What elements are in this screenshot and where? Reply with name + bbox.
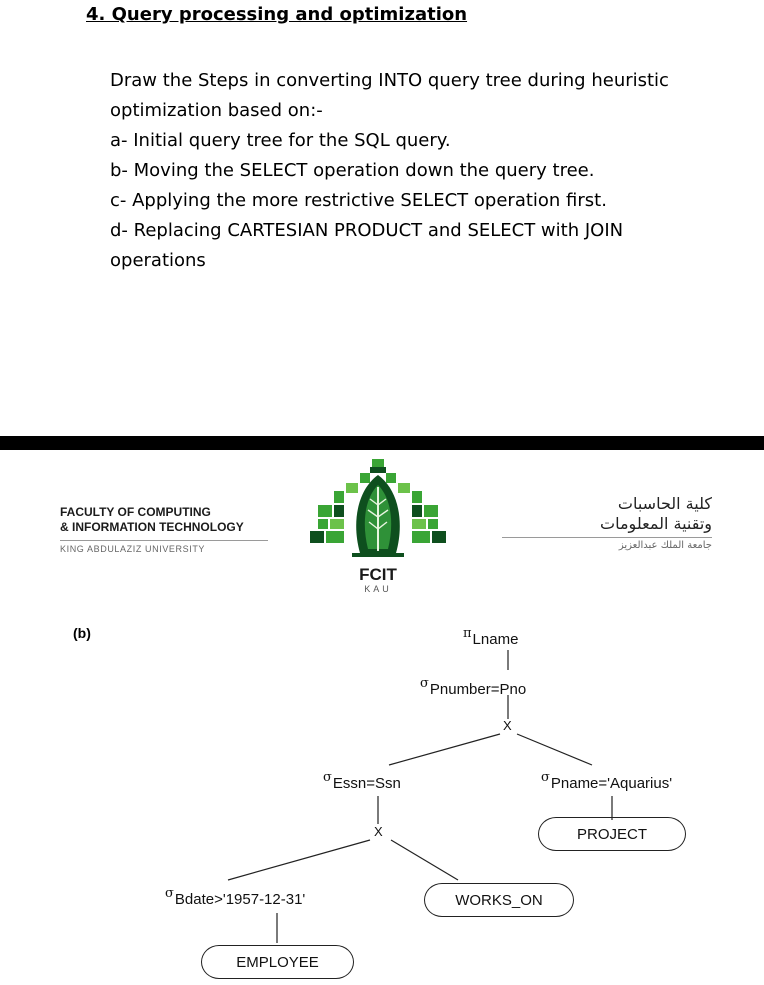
item-d-line-2: operations <box>110 250 206 271</box>
item-a: a- Initial query tree for the SQL query. <box>110 130 451 151</box>
select-essn-cond: Essn=Ssn <box>332 775 401 792</box>
faculty-en-line-2: & INFORMATION TECHNOLOGY <box>60 520 244 534</box>
university-en: KING ABDULAZIZ UNIVERSITY <box>60 544 206 554</box>
question-heading: 4. Query processing and optimization <box>86 4 468 25</box>
item-b: b- Moving the SELECT operation down the query tree. <box>110 160 595 181</box>
select-pname-node <box>541 770 672 792</box>
select-join-cond: Pnumber=Pno <box>429 681 527 698</box>
faculty-ar-line-1: كلية الحاسبات <box>617 494 712 513</box>
sigma-icon: σ <box>420 676 429 691</box>
cross-product-mid: X <box>374 824 383 839</box>
logo-title: FCIT <box>359 565 397 584</box>
cross-product-top: X <box>503 718 512 733</box>
project-attr: Lname <box>472 631 519 648</box>
intro-line-1: Draw the Steps in converting INTO query tree during heuristic <box>110 70 669 91</box>
sigma-icon: σ <box>541 770 550 785</box>
part-label: (b) <box>73 625 91 641</box>
faculty-en-line-1: FACULTY OF COMPUTING <box>60 505 211 519</box>
edge-cross-to-works-on <box>391 840 458 880</box>
intro-line-2: optimization based on:- <box>110 100 323 121</box>
item-c: c- Applying the more restrictive SELECT operation first. <box>110 190 607 211</box>
select-bdate-cond: Bdate>'1957-12-31' <box>174 891 306 908</box>
select-bdate-node <box>165 886 305 908</box>
sigma-icon: σ <box>165 886 174 901</box>
sigma-icon: σ <box>323 770 332 785</box>
select-pname-cond: Pname='Aquarius' <box>550 775 673 792</box>
relation-works-on: WORKS_ON <box>424 883 574 917</box>
relation-employee: EMPLOYEE <box>201 945 354 979</box>
select-essn-node <box>323 770 401 792</box>
select-join-node <box>420 676 526 698</box>
university-ar: جامعة الملك عبدالعزيز <box>618 540 712 551</box>
faculty-ar-line-2: وتقنية المعلومات <box>600 514 712 533</box>
edge-cross-to-bdate <box>228 840 370 880</box>
pi-icon: π <box>463 626 472 641</box>
edge-cross-to-pname <box>517 734 592 765</box>
relation-project: PROJECT <box>538 817 686 851</box>
logo-subtitle: KAU <box>364 584 392 594</box>
edge-cross-to-essn <box>389 734 500 765</box>
item-d-line-1: d- Replacing CARTESIAN PRODUCT and SELECT with JOIN <box>110 220 624 241</box>
project-node <box>463 626 518 648</box>
